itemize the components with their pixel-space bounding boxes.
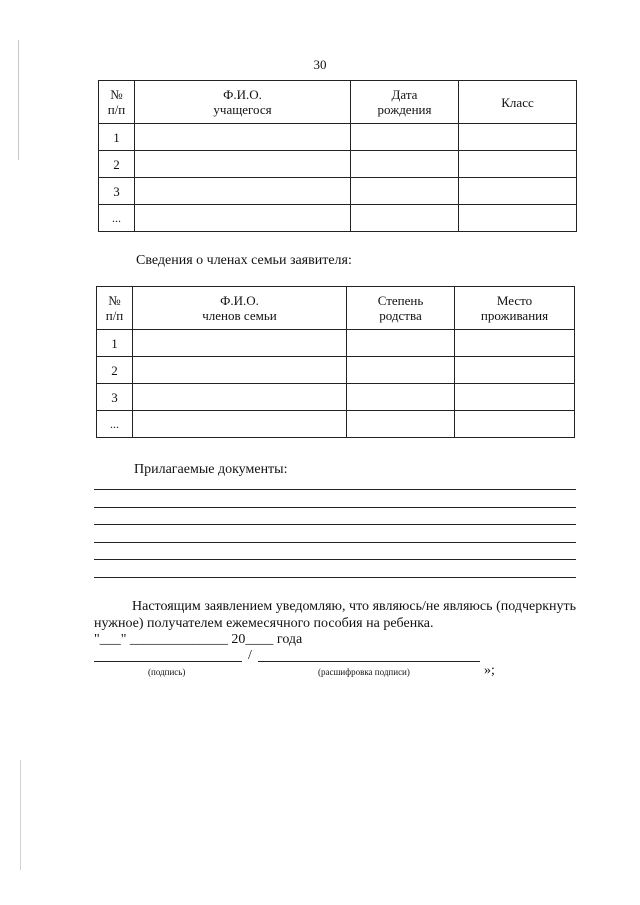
decoding-caption: (расшифровка подписи) xyxy=(318,667,410,677)
header-student-name-text: Ф.И.О. учащегося xyxy=(213,87,272,117)
row-number: ... xyxy=(99,205,135,232)
header-residence-text: Место проживания xyxy=(480,293,549,323)
blank-line xyxy=(94,489,576,490)
empty-cell xyxy=(455,384,575,411)
empty-cell xyxy=(459,151,577,178)
header-number xyxy=(97,287,133,330)
row-number: 2 xyxy=(99,151,135,178)
signature-separator: / xyxy=(248,648,252,663)
empty-cell xyxy=(459,124,577,151)
signature-line xyxy=(94,661,242,662)
table-row xyxy=(97,384,575,411)
closing-mark: »; xyxy=(484,663,495,678)
empty-cell xyxy=(455,411,575,438)
row-number: 3 xyxy=(99,178,135,205)
header-number xyxy=(99,81,135,124)
empty-cell xyxy=(133,384,347,411)
empty-cell xyxy=(347,411,455,438)
header-family-name xyxy=(133,287,347,330)
empty-cell xyxy=(351,151,459,178)
header-class-text: Класс xyxy=(501,94,534,110)
students-table-header xyxy=(99,81,577,124)
row-number: 3 xyxy=(97,384,133,411)
row-number: 1 xyxy=(97,330,133,357)
table-row xyxy=(99,205,577,232)
table-row xyxy=(99,124,577,151)
scan-margin-mark xyxy=(20,760,21,870)
family-table xyxy=(96,286,575,438)
empty-cell xyxy=(455,357,575,384)
blank-line xyxy=(94,524,576,525)
empty-cell xyxy=(135,178,351,205)
students-table xyxy=(98,80,577,232)
empty-cell xyxy=(133,357,347,384)
documents-caption: Прилагаемые документы: xyxy=(134,462,288,477)
row-number: 1 xyxy=(99,124,135,151)
decoding-line xyxy=(258,661,480,662)
header-number-text: № п/п xyxy=(105,293,124,323)
empty-cell xyxy=(133,330,347,357)
header-number-text: № п/п xyxy=(107,87,126,117)
header-student-name xyxy=(135,81,351,124)
row-number: ... xyxy=(97,411,133,438)
empty-cell xyxy=(133,411,347,438)
empty-cell xyxy=(351,124,459,151)
blank-line xyxy=(94,507,576,508)
empty-cell xyxy=(459,178,577,205)
header-class xyxy=(459,81,577,124)
blank-line xyxy=(94,577,576,578)
page-number: 30 xyxy=(313,57,327,72)
family-table-header xyxy=(97,287,575,330)
blank-line xyxy=(94,542,576,543)
empty-cell xyxy=(351,205,459,232)
empty-cell xyxy=(351,178,459,205)
empty-cell xyxy=(459,205,577,232)
table-row xyxy=(97,411,575,438)
empty-cell xyxy=(347,357,455,384)
empty-cell xyxy=(135,205,351,232)
signature-caption: (подпись) xyxy=(148,667,186,677)
empty-cell xyxy=(135,124,351,151)
header-relation-text: Степень родства xyxy=(377,293,424,323)
header-family-name-text: Ф.И.О. членов семьи xyxy=(202,293,277,323)
empty-cell xyxy=(135,151,351,178)
empty-cell xyxy=(347,330,455,357)
family-caption: Сведения о членах семьи заявителя: xyxy=(136,253,352,268)
row-number: 2 xyxy=(97,357,133,384)
empty-cell xyxy=(347,384,455,411)
date-line: "___" ______________ 20____ года xyxy=(94,632,303,647)
table-row xyxy=(97,330,575,357)
header-birth-date-text: Дата рождения xyxy=(377,87,432,117)
header-relation xyxy=(347,287,455,330)
header-residence xyxy=(455,287,575,330)
header-birth-date xyxy=(351,81,459,124)
table-row xyxy=(99,178,577,205)
blank-line xyxy=(94,559,576,560)
table-row xyxy=(97,357,575,384)
notice-paragraph: Настоящим заявлением уведомляю, что являюсь/не являюсь (подчеркнуть нужное) получателем ежемесячного пособия на ребенка. xyxy=(94,599,576,631)
empty-cell xyxy=(455,330,575,357)
table-row xyxy=(99,151,577,178)
